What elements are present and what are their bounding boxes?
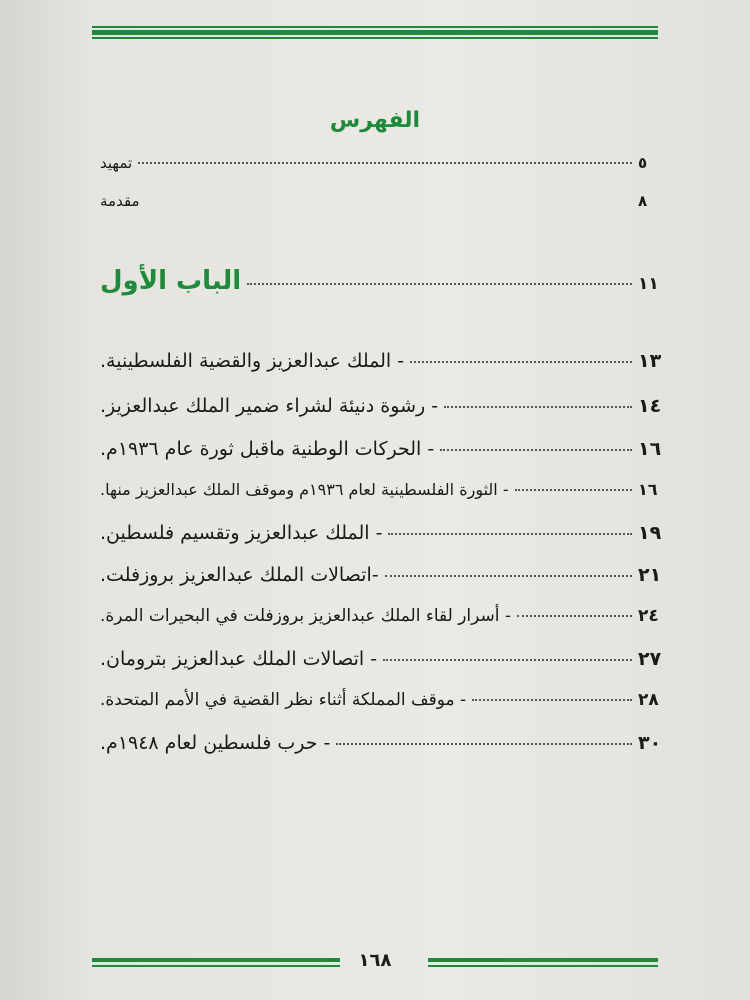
toc-entry xyxy=(100,480,662,499)
leader-dots xyxy=(515,489,632,491)
toc-entry-page: ١٦ xyxy=(638,480,658,499)
toc-entry-page: ١١ xyxy=(638,274,659,294)
toc-entry-label: - رشوة دنيئة لشراء ضمير الملك عبدالعزيز. xyxy=(100,395,439,417)
toc-entry-label: -اتصالات الملك عبدالعزيز بروزفلت. xyxy=(100,564,379,586)
toc-entry xyxy=(100,350,662,372)
bottom-rule-right xyxy=(428,958,658,970)
toc-entry xyxy=(100,438,662,460)
toc-entry-label: - الملك عبدالعزيز وتقسيم فلسطين. xyxy=(100,522,383,544)
toc-entry-page: ١٣ xyxy=(638,350,662,372)
toc-entry-label: - الملك عبدالعزيز والقضية الفلسطينية. xyxy=(100,350,405,372)
page-number: ١٦٨ xyxy=(358,950,392,971)
toc-entry-page: ٣٠ xyxy=(638,732,662,754)
leader-dots xyxy=(444,406,632,408)
toc-entry-label: - أسرار لقاء الملك عبدالعزيز بروزفلت في البحيرات المرة. xyxy=(100,606,512,626)
leader-dots xyxy=(440,449,632,451)
leader-dots xyxy=(472,699,632,701)
toc-entry-page: ١٩ xyxy=(638,522,662,544)
leader-dots xyxy=(247,283,632,285)
leader-dots xyxy=(138,162,632,164)
leader-dots xyxy=(336,743,632,745)
toc-entry-page: ٨ xyxy=(638,192,648,210)
toc-entry xyxy=(100,522,662,544)
toc-entry xyxy=(100,648,662,670)
toc-entry-page: ٢١ xyxy=(638,564,662,586)
toc-chapter-one xyxy=(100,266,662,296)
toc-entry-label: - اتصالات الملك عبدالعزيز بترومان. xyxy=(100,648,378,670)
toc-entry-label: تمهيد xyxy=(100,154,133,172)
toc-entry xyxy=(100,395,662,417)
toc-entry-preface xyxy=(100,154,662,172)
leader-dots xyxy=(410,361,632,363)
toc-entry-label: - الثورة الفلسطينية لعام ١٩٣٦م وموقف الملك عبدالعزيز منها. xyxy=(100,480,509,499)
toc-entry-label: مقدمة xyxy=(100,192,140,210)
leader-dots xyxy=(385,575,632,577)
toc-entry xyxy=(100,690,662,710)
toc-entry-page: ٢٨ xyxy=(638,690,659,710)
toc-entry-label: - الحركات الوطنية ماقبل ثورة عام ١٩٣٦م. xyxy=(100,438,435,460)
top-decorative-rule xyxy=(92,26,658,40)
chapter-label: الباب الأول xyxy=(100,266,242,296)
toc-entry-introduction xyxy=(100,192,662,210)
toc-entry-label: - حرب فلسطين لعام ١٩٤٨م. xyxy=(100,732,331,754)
leader-dots xyxy=(388,533,632,535)
leader-dots xyxy=(517,615,632,617)
toc-entry xyxy=(100,732,662,754)
toc-entry-label: - موقف المملكة أثناء نظر القضية في الأمم المتحدة. xyxy=(100,690,467,710)
toc-entry xyxy=(100,564,662,586)
toc-entry-page: ١٤ xyxy=(638,395,662,417)
toc-entry-page: ٥ xyxy=(638,154,648,172)
toc-entry-page: ٢٧ xyxy=(638,648,662,670)
toc-entry-page: ١٦ xyxy=(638,438,662,460)
toc-entry xyxy=(100,606,662,626)
toc-title: الفهرس xyxy=(329,108,421,133)
leader-dots xyxy=(383,659,632,661)
toc-entry-page: ٢٤ xyxy=(638,606,659,626)
